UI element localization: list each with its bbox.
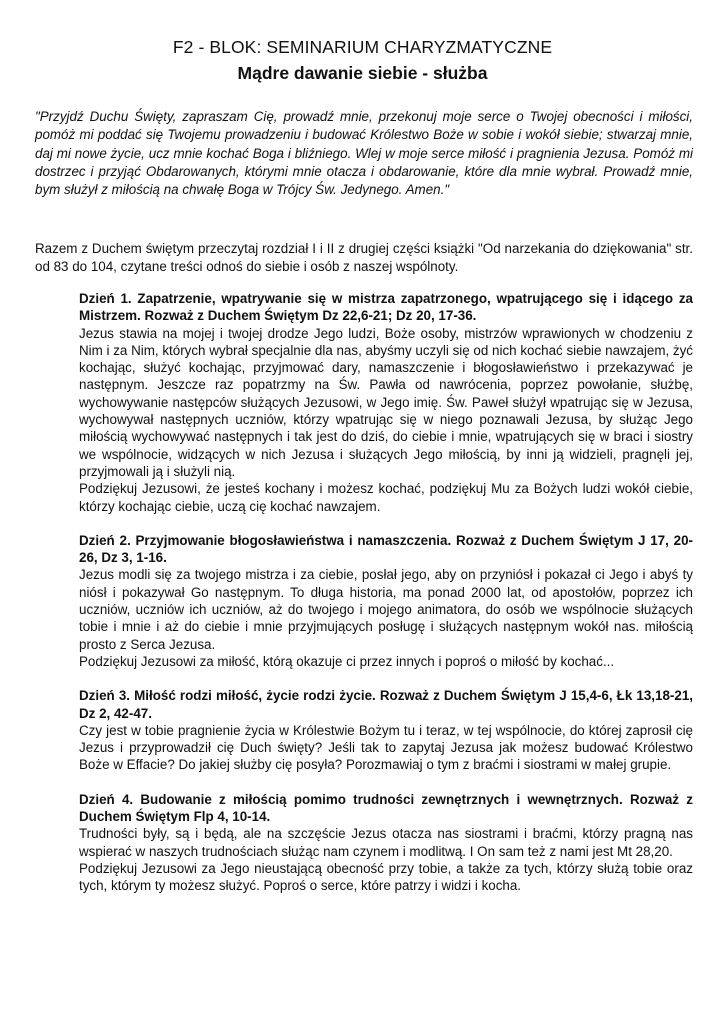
day-1-paragraph: Podziękuj Jezusowi, że jesteś kochany i możesz kochać, podziękuj Mu za Bożych ludzi wokół ciebie, którzy kochając ciebie, uczą cię kochać nawzajem. [79, 481, 693, 514]
day-1-body [79, 325, 693, 515]
day-2-section [79, 532, 693, 670]
day-3-heading: Dzień 3. Miłość rodzi miłość, życie rodzi życie. Rozważ z Duchem Świętym J 15,4-6, Łk 13,18-21, Dz 2, 42-47. [79, 688, 693, 721]
opening-prayer: "Przyjdź Duchu Święty, zapraszam Cię, prowadź mnie, przekonuj moje serce o Twojej obecności i miłości, pomóż mi poddać się Twojemu prowadzeniu i budować Królestwo Boże w sobie i wokół siebie; stwarzaj mnie, daj mi nowe życie, ucz mnie kochać Boga i bliźniego. Wlej w moje serce miłość i pragnienia Jezusa. Pomóż mi dostrzec i przyjąć Obdarowanych, którymi mnie otacza i obdarowanie, które dla mnie wybrał. Prowadź mnie, bym służył z miłością na chwałę Boga w Trójcy Św. Jedynego. Amen." [35, 109, 693, 198]
day-2-heading: Dzień 2. Przyjmowanie błogosławieństwa i namaszczenia. Rozważ z Duchem Świętym J 17, 20-26, Dz 3, 1-16. [79, 532, 693, 566]
day-4-paragraph: Trudności były, są i będą, ale na szczęście Jezus otacza nas siostrami i braćmi, którzy pragną nas wspierać w naszych trudnościach służąc nam czynem i modlitwą. I On sam też z nami jest Mt 28,20. [79, 826, 693, 859]
day-1-section [79, 290, 693, 515]
day-3-paragraph: Czy jest w tobie pragnienie życia w Królestwie Bożym tu i teraz, w tej wspólnocie, do której zaprosił cię Jezus i przyprowadził cię Duch święty? Jeśli tak to zapytaj Jezusa jak możesz budować Królestwo Boże w Effacie? Do jakiej służby cię posyła? Porozmawiaj o tym z braćmi i siostrami w małej grupie. [79, 722, 693, 773]
document-subtitle: Mądre dawanie siebie - służba [237, 63, 488, 83]
day-2-paragraph: Podziękuj Jezusowi za miłość, którą okazuje ci przez innych i poproś o miłość by kochać... [79, 653, 615, 669]
document-title: F2 - BLOK: SEMINARIUM CHARYZMATYCZNE [172, 37, 553, 57]
daily-meditations [79, 290, 693, 912]
day-2-paragraph: Jezus modli się za twojego mistrza i za ciebie, posłał jego, aby on przyniósł i pokazał ci Jego i abyś ty niósł i pokazywał Go następnym. To długa historia, ma ponad 2000 lat, od apostołów, poprzez ich uczniów, uczniów ich uczniów, aż do twojego i mojego animatora, do osób we wspólnocie służących tobie i mnie i aż do ciebie i mnie przyjmujących posługę i służących następnym wokół nas. miłością prosto z Serca Jezusa. [79, 567, 693, 652]
day-3-section [79, 687, 693, 773]
day-2-body [79, 566, 693, 670]
day-4-heading: Dzień 4. Budowanie z miłością pomimo trudności zewnętrznych i wewnętrznych. Rozważ z Duchem Świętym Flp 4, 10-14. [79, 791, 693, 825]
day-4-section [79, 791, 693, 895]
day-3-body [79, 722, 693, 774]
reading-instructions: Razem z Duchem świętym przeczytaj rozdział I i II z drugiej części książki "Od narzekania do dziękowania" str. od 83 do 104, czytane treści odnoś do siebie i osób z naszej wspólnoty. [35, 241, 693, 275]
day-4-paragraph: Podziękuj Jezusowi za Jego nieustającą obecność przy tobie, a także za tych, którzy służą tobie oraz tych, którym ty możesz służyć. Poproś o serce, które patrzy i widzi i kocha. [79, 860, 693, 894]
day-4-body [79, 825, 693, 894]
day-1-heading: Dzień 1. Zapatrzenie, wpatrywanie się w mistrza zapatrzonego, wpatrującego się i idącego za Mistrzem. Rozważ z Duchem Świętym Dz 22,6-21; Dz 20, 17-36. [79, 291, 693, 324]
day-1-paragraph: Jezus stawia na mojej i twojej drodze Jego ludzi, Boże osoby, mistrzów wprawionych w chodzeniu z Nim i za Nim, których wybrał specjalnie dla nas, abyśmy uczyli się od nich kochać siebie nawzajem, żyć kochając, służyć kochając, przyjmować dary, namaszczenie i błogosławieństwo i przekazywać je następnym. Jeszcze raz popatrzmy na Św. Pawła od nawrócenia, poprzez powołanie, służbę, wychowywanie następców służących Jezusowi, w Jego imię. Św. Paweł służył wpatrując się w Jezusa, wychowywał następnych uczniów, którzy wpatrując się w niego poznawali Jezusa, by służąc Jego miłością wychowywać następnych i tak jest do dziś, do ciebie i mnie, wpatrujących się w braci i siostry we wspólnocie, widzących w nich Jezusa i służących Jego miłością, by inni ją widzieli, pragnęli jej, przyjmowali ją i służyli nią. [79, 325, 693, 479]
